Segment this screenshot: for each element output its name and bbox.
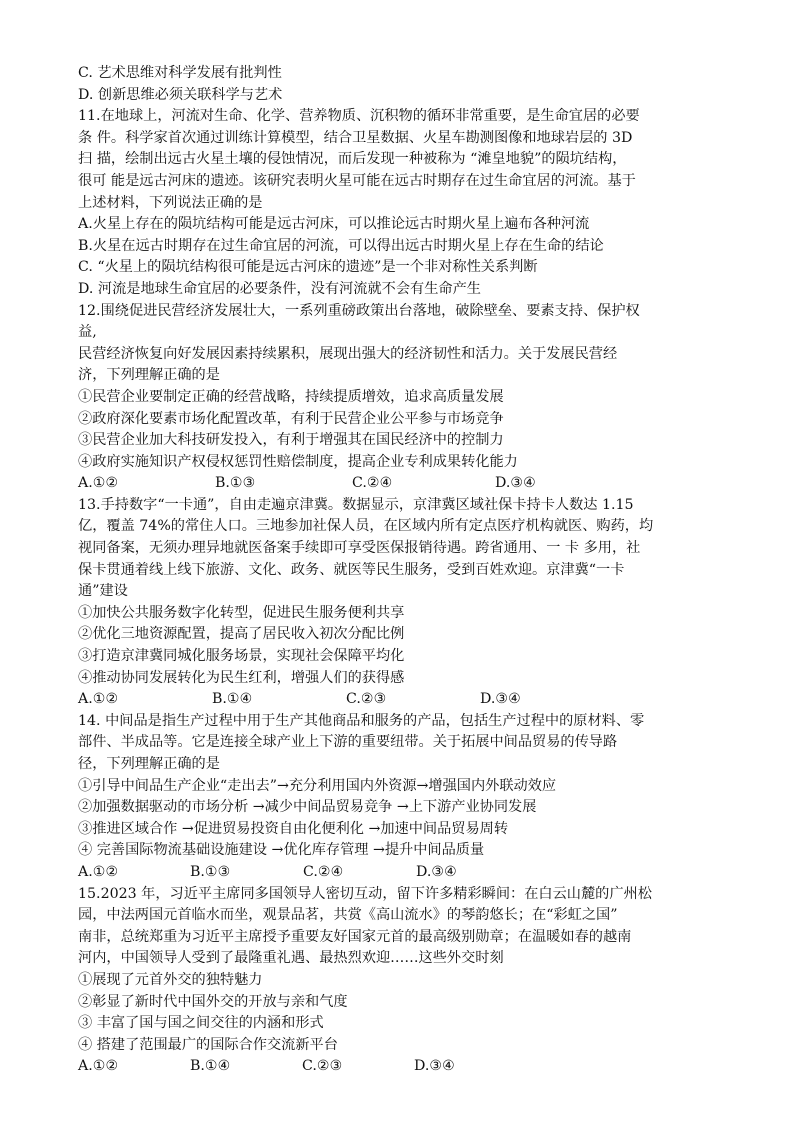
statement-3: ③民营企业加大科技研发投入，有利于增强其在国民经济中的控制力 (78, 432, 504, 449)
question-stem-line: 15.2023 年，习近平主席同多国领导人密切互动，留下许多精彩瞬间：在白云山麓的广州松 (78, 885, 652, 902)
answer-choice-a: A.火星上存在的陨坑结构可能是远古河床，可以推论远古时期火星上遍布各种河流 (78, 216, 590, 233)
option-d: D.③④ (495, 475, 536, 492)
statement-4: ④ 搭建了范围最广的国际合作交流新平台 (78, 1036, 338, 1053)
option-b: B.①④ (212, 691, 253, 708)
question-stem-line: 通”建设 (78, 583, 128, 600)
question-stem-line: 径，下列理解正确的是 (78, 756, 220, 772)
answer-options (78, 1056, 718, 1078)
option-a: A.①② (78, 1058, 119, 1075)
question-stem-line: 部件、半成品等。它是连接全球产业上下游的重要纽带。关于拓展中间品贸易的传导路 (78, 734, 618, 751)
answer-choice-b: B.火星在远古时期存在过生命宜居的河流，可以得出远古时期火星上存在生命的结论 (78, 237, 604, 254)
option-d: D.③④ (480, 691, 521, 708)
question-stem-line: 条 件。科学家首次通过训练计算模型，结合卫星数据、火星车勘测图像和地球岩层的 3D (78, 129, 633, 146)
question-stem-line: 亿，覆盖 74%的常住人口。三地参加社保人员，在区域内所有定点医疗机构就医、购药，均 (78, 518, 654, 535)
option-a: A.①② (78, 475, 119, 492)
question-stem-line: 益, (78, 324, 97, 341)
answer-choice-c: C. “火星上的陨坑结构很可能是远古河床的遗迹”是一个非对称性关系判断 (78, 259, 538, 276)
option-b: B.①③ (215, 475, 256, 492)
question-stem-line: 园，中法两国元首临水而坐，观景品茗，共赏《高山流水》的琴韵悠长；在“彩虹之国” (78, 907, 618, 924)
question-stem-line: 14. 中间品是指生产过程中用于生产其他商品和服务的产品，包括生产过程中的原材料、零 (78, 712, 645, 729)
statement-4: ④政府实施知识产权侵权惩罚性赔偿制度，提高企业专利成果转化能力 (78, 453, 518, 470)
statement-2: ②彰显了新时代中国外交的开放与亲和气度 (78, 993, 348, 1010)
option-c: C.②④ (303, 863, 344, 880)
statement-4: ④推动协同发展转化为民生红利，增强人们的获得感 (78, 669, 405, 686)
option-c: C.②④ (352, 475, 393, 492)
question-stem-line: 民营经济恢复向好发展因素持续累积，展现出强大的经济韧性和活力。关于发展民营经 (78, 345, 618, 362)
answer-choice-d: D. 河流是地球生命宜居的必要条件，没有河流就不会有生命产生 (78, 280, 481, 297)
statement-2: ②加强数据驱动的市场分析 →减少中间品贸易竞争 →上下游产业协同发展 (78, 799, 537, 816)
question-stem-line: 上述材料，下列说法正确的是 (78, 194, 263, 211)
question-stem-line: 保卡贯通着线上线下旅游、文化、政务、就医等民生服务，受到百姓欢迎。京津冀“一卡 (78, 561, 625, 578)
statement-1: ①民营企业要制定正确的经营战略，持续提质增效，追求高质量发展 (78, 388, 504, 405)
exam-page (78, 63, 718, 1078)
question-stem-line: 很可 能是远古河床的遗迹。该研究表明火星可能在远古时期存在过生命宜居的河流。基于 (78, 172, 636, 189)
statement-2: ②政府深化要素市场化配置改革，有利于民营企业公平参与市场竞争 (78, 410, 504, 427)
question-15 (78, 884, 718, 1078)
text-line: C. 艺术思维对科学发展有批判性 (78, 65, 282, 81)
question-stem-line: 南非，总统郑重为习近平主席授予重要友好国家元首的最高级别勋章；在温暖如春的越南 (78, 928, 632, 945)
question-13 (78, 495, 718, 711)
answer-options (78, 473, 718, 495)
statement-3: ③打造京津冀同城化服务场景，实现社会保障平均化 (78, 648, 405, 665)
text-line: D. 创新思维必须关联科学与艺术 (78, 86, 283, 103)
statement-2: ②优化三地资源配置，提高了居民收入初次分配比例 (78, 626, 405, 643)
question-stem-line: 12.围绕促进民营经济发展壮大，一系列重磅政策出台落地，破除壁垒、要素支持、保护权 (78, 302, 640, 319)
question-stem-line: 济，下列理解正确的是 (78, 367, 220, 384)
answer-options (78, 689, 718, 711)
question-stem-line: 13.手持数字“一卡通”，自由走遍京津冀。数据显示，京津冀区域社保卡持卡人数达 1.15 (78, 496, 634, 513)
option-d: D.③④ (414, 1058, 455, 1075)
statement-3: ③推进区域合作 →促进贸易投资自由化便利化 →加速中间品贸易周转 (78, 820, 509, 837)
option-a: A.①② (78, 691, 119, 708)
statement-1: ①引导中间品生产企业“走出去”→充分利用国内外资源→增强国内外联动效应 (78, 777, 557, 794)
question-stem-line: 扫 描，绘制出远古火星土壤的侵蚀情况，而后发现一种被称为 “滩皇地貌”的陨坑结构， (78, 151, 627, 168)
statement-1: ①加快公共服务数字化转型，促进民生服务便利共享 (78, 604, 405, 621)
option-d: D.③④ (416, 863, 457, 880)
previous-question-options (78, 63, 718, 106)
statement-1: ①展现了元首外交的独特魅力 (78, 971, 263, 988)
question-stem-line: 河内，中国领导人受到了最隆重礼遇、最热烈欢迎……这些外交时刻 (78, 950, 504, 967)
option-b: B.①③ (190, 863, 231, 880)
question-12 (78, 301, 718, 495)
question-stem-line: 11.在地球上，河流对生命、化学、营养物质、沉积物的循环非常重要，是生命宜居的必要 (78, 108, 640, 125)
question-14 (78, 711, 718, 884)
question-11 (78, 106, 718, 300)
statement-3: ③ 丰富了国与国之间交往的内涵和形式 (78, 1015, 324, 1032)
statement-4: ④ 完善国际物流基础设施建设 →优化库存管理 →提升中间品质量 (78, 842, 485, 859)
option-c: C.②③ (346, 691, 387, 708)
option-a: A.①② (78, 863, 119, 880)
answer-options (78, 862, 718, 884)
option-c: C.②③ (302, 1058, 343, 1075)
question-stem-line: 视同备案，无须办理异地就医备案手续即可享受医保报销待遇。跨省通用、一 卡 多用，社 (78, 540, 641, 557)
option-b: B.①④ (190, 1058, 231, 1075)
